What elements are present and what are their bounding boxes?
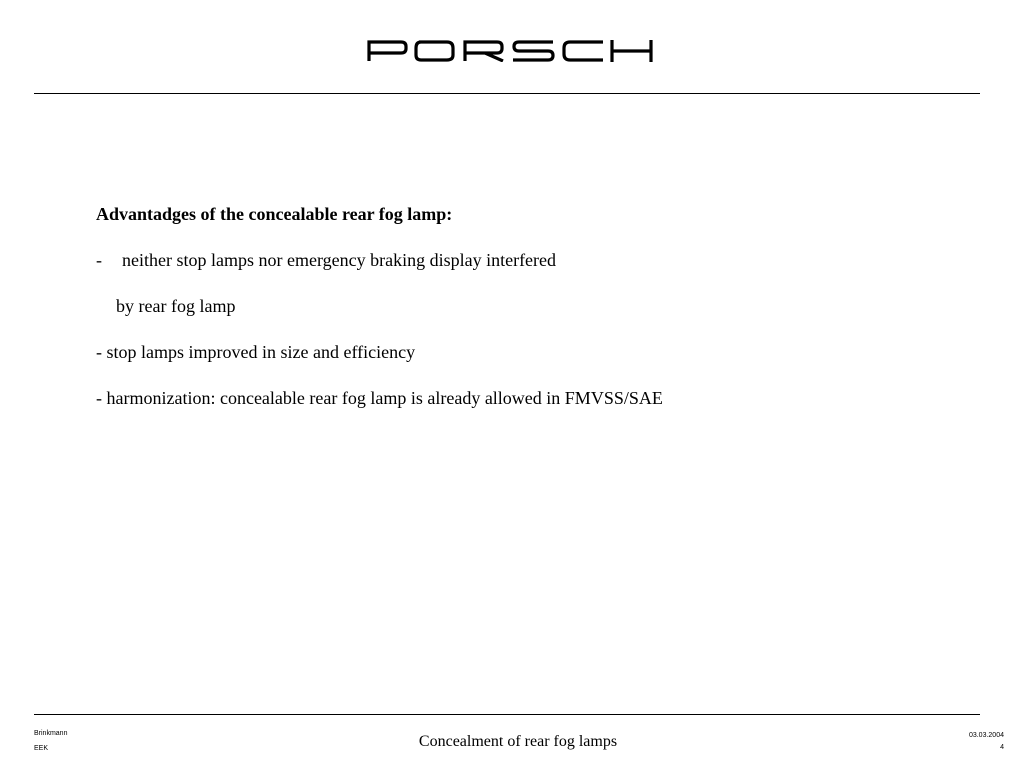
porsche-logo <box>0 40 1024 67</box>
slide-body <box>96 203 956 433</box>
footer-page-number: 4 <box>1000 744 1004 751</box>
header-divider <box>34 93 980 94</box>
bullet-item-1-text: neither stop lamps nor emergency braking display interfered <box>122 250 557 270</box>
porsche-wordmark-icon <box>367 40 657 62</box>
footer-title: Concealment of rear fog lamps <box>418 733 618 750</box>
footer-author: Brinkmann <box>34 730 68 737</box>
bullet-item-2: - stop lamps improved in size and efficiency <box>96 342 416 362</box>
bullet-item-1 <box>96 249 956 272</box>
footer-date: 03.03.2004 <box>968 732 1004 739</box>
footer-divider <box>34 714 980 715</box>
bullet-item-1-continuation: by rear fog lamp <box>116 296 236 316</box>
bullet-item-3: - harmonization: concealable rear fog lamp is already allowed in FMVSS/SAE <box>96 388 663 408</box>
footer-department: EEK <box>34 745 49 752</box>
bullet-dash: - <box>96 250 102 270</box>
slide-heading: Advantadges of the concealable rear fog lamp: <box>96 204 453 224</box>
